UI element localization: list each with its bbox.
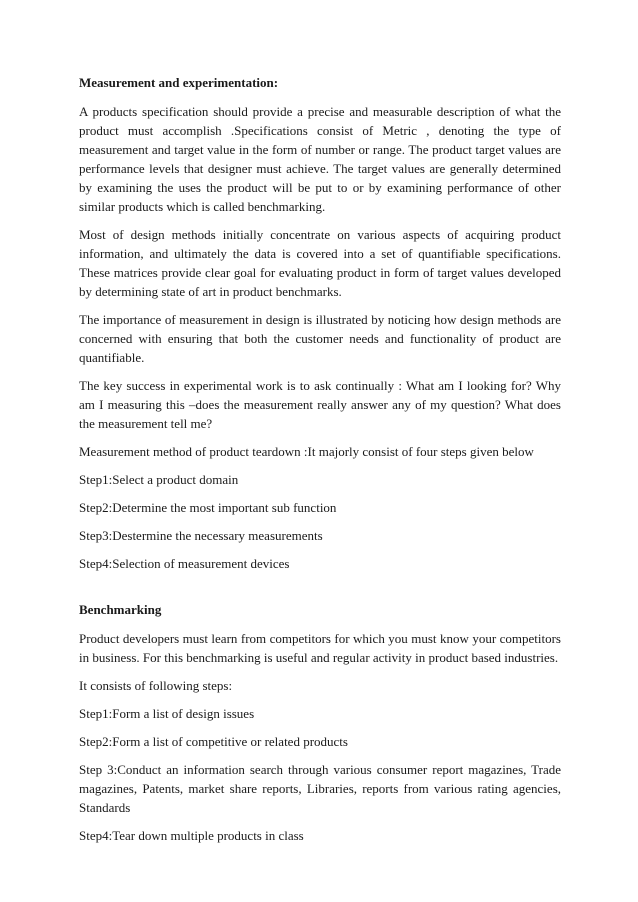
paragraph: Most of design methods initially concentrate on various aspects of acquiring product information, and ultimately the data is covered into a set of quantifiable specifications. These matrices provide clear goal for evaluating product in form of target values developed by determining state of art in product benchmarks. [79, 227, 561, 299]
paragraph: Measurement method of product teardown :It majorly consist of four steps given below [79, 444, 534, 459]
paragraph: The key success in experimental work is to ask continually : What am I looking for? Why am I measuring this –does the measurement really answer any of my question? What does the measurement tell me? [79, 378, 561, 431]
step-item: Step4:Selection of measurement devices [79, 556, 290, 571]
paragraph: It consists of following steps: [79, 678, 233, 693]
step-item: Step2:Determine the most important sub function [79, 500, 337, 515]
step-item: Step4:Tear down multiple products in class [79, 828, 304, 843]
section-heading-measurement: Measurement and experimentation: [79, 75, 279, 90]
paragraph: The importance of measurement in design is illustrated by noticing how design methods are concerned with ensuring that both the customer needs and functionality of product are quantifiable. [79, 312, 561, 365]
paragraph: A products specification should provide a precise and measurable description of what the product must accomplish .Specifications consist of Metric , denoting the type of measurement and target value in the form of number or range. The product target values are performance levels that designer must achieve. The target values are generally determined by examining the uses the product will be put to or by examining performance of other similar products which is called benchmarking. [79, 104, 561, 214]
section-heading-benchmarking: Benchmarking [79, 602, 162, 617]
step-item: Step 3:Conduct an information search through various consumer report magazines, Trade magazines, Patents, market share reports, Libraries, reports from various rating agencies, Standards [79, 762, 561, 815]
step-item: Step3:Destermine the necessary measurements [79, 528, 323, 543]
step-item: Step1:Form a list of design issues [79, 706, 255, 721]
section-spacer [79, 582, 561, 601]
step-item: Step2:Form a list of competitive or related products [79, 734, 348, 749]
step-item: Step1:Select a product domain [79, 472, 239, 487]
document-page [79, 74, 561, 854]
paragraph: Product developers must learn from competitors for which you must know your competitors in business. For this benchmarking is useful and regular activity in product based industries. [79, 631, 561, 665]
